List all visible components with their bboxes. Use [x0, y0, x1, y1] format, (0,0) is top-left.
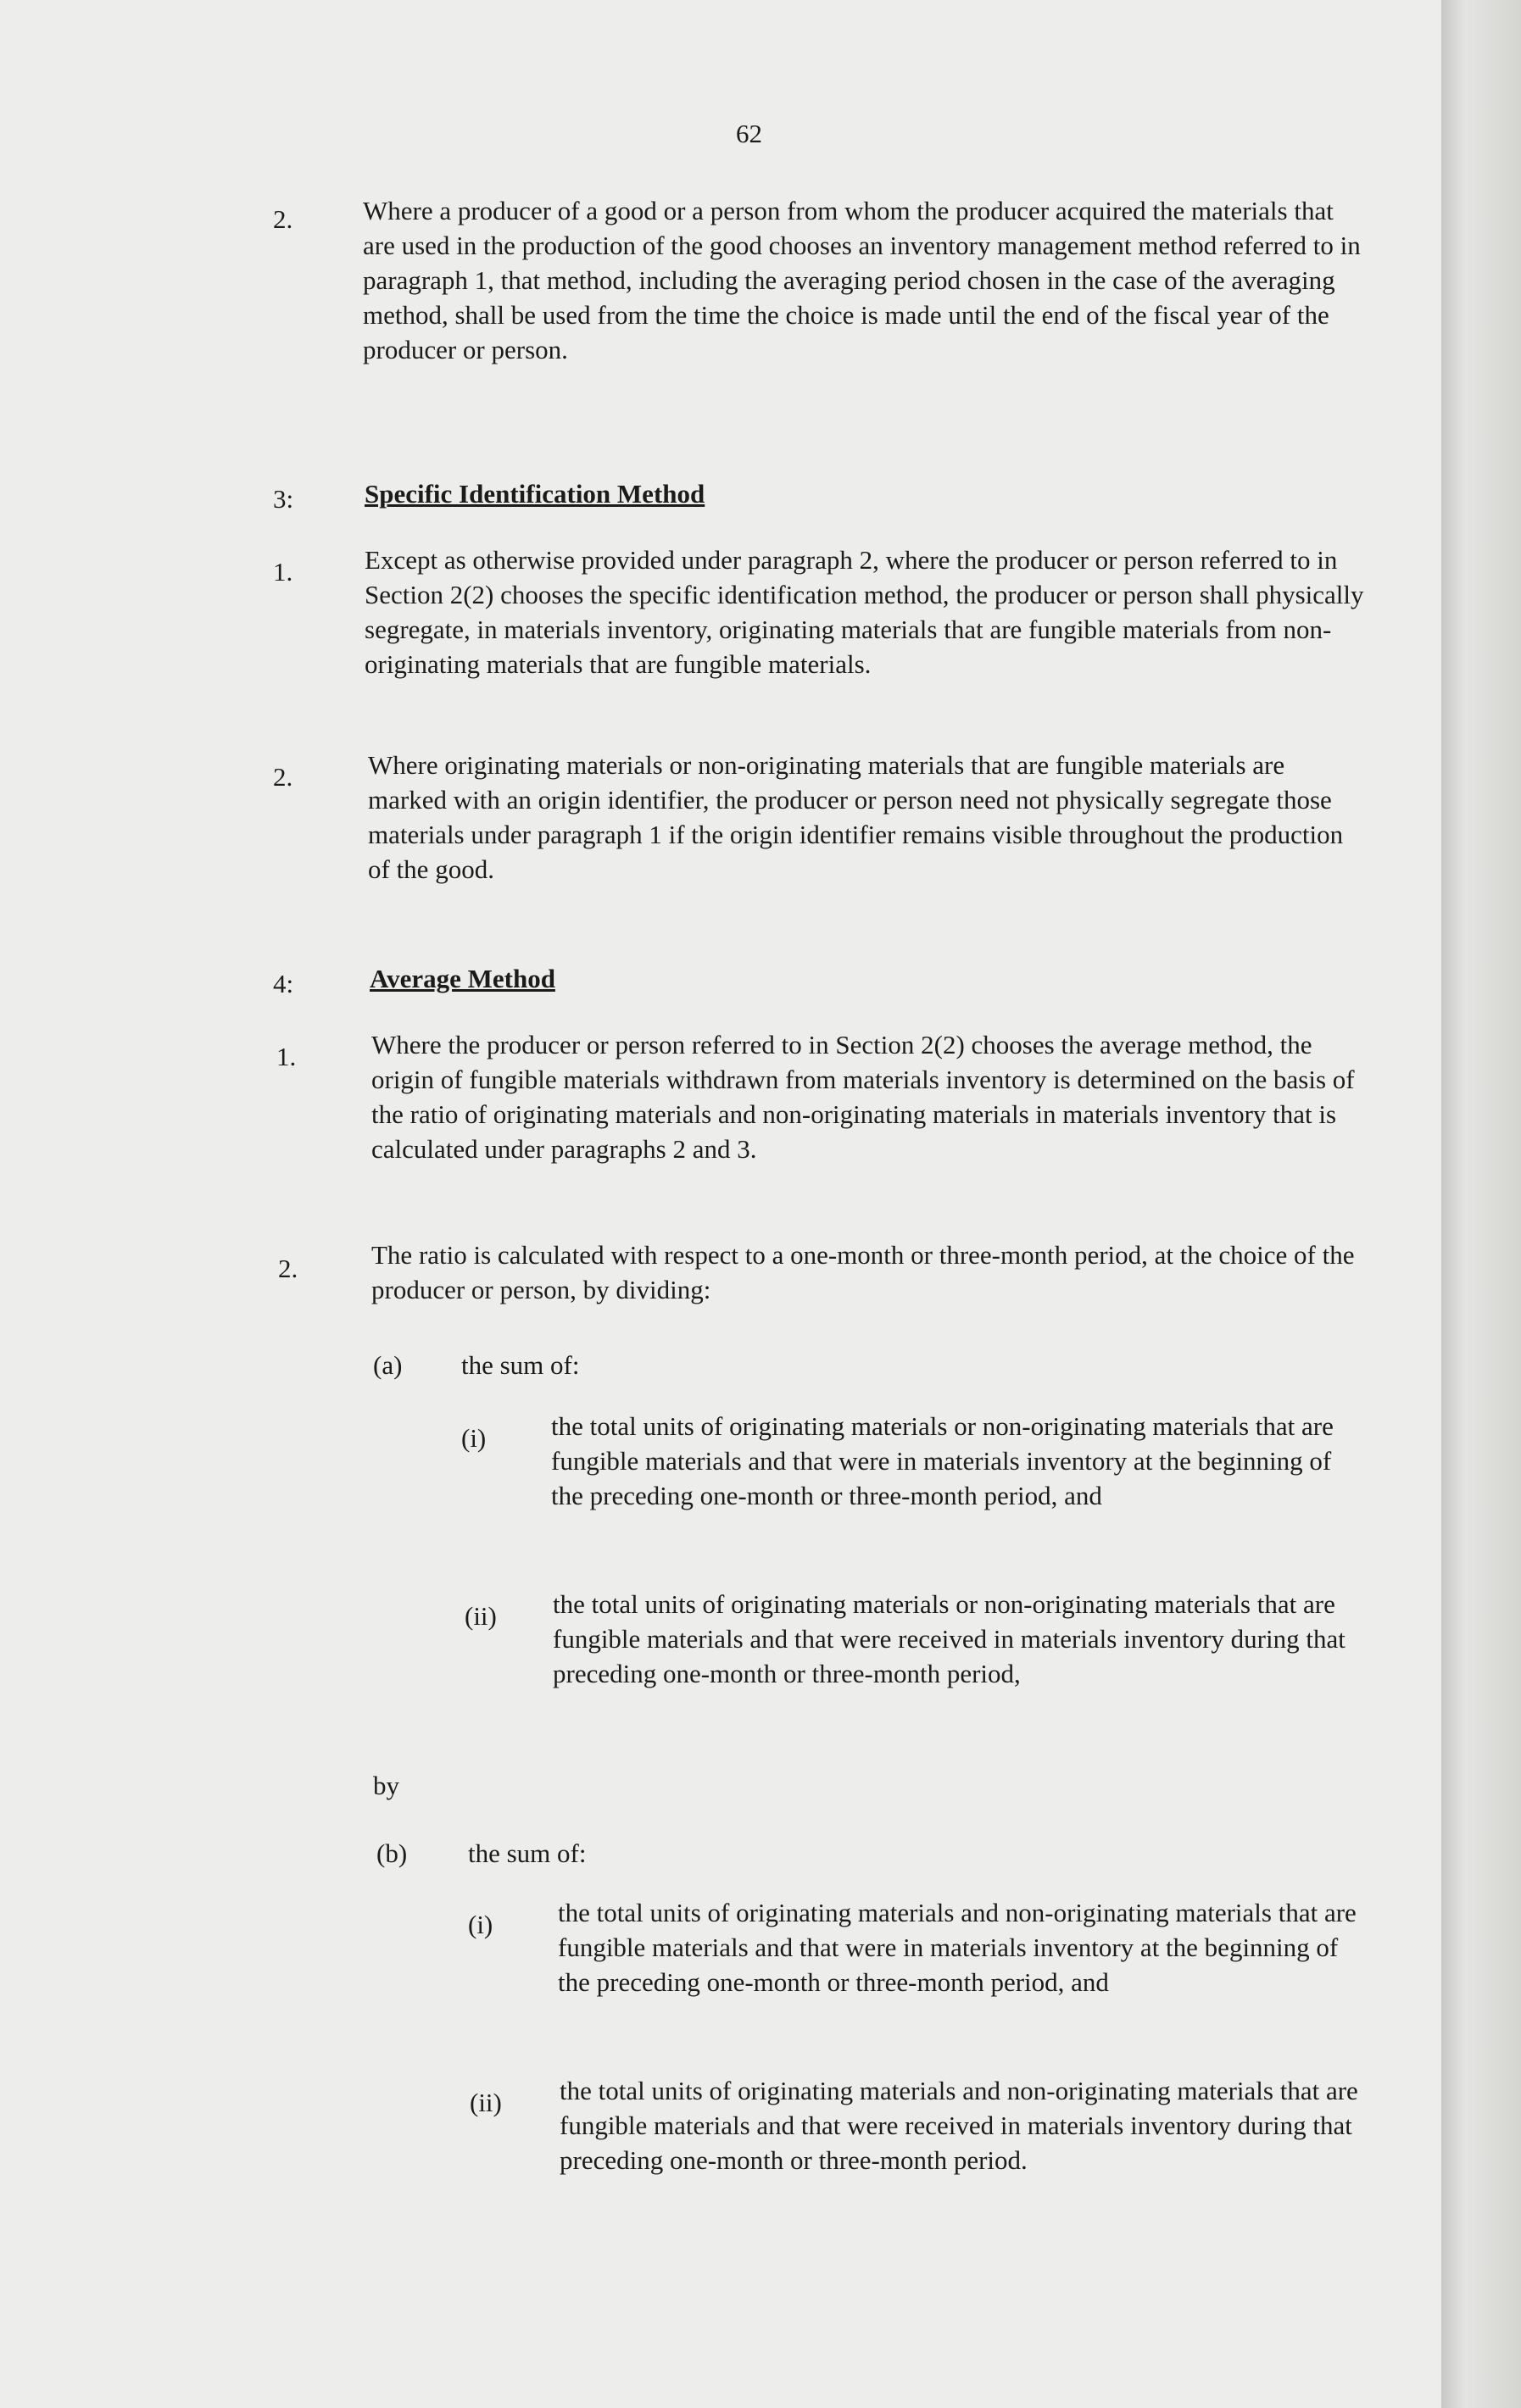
paragraph-number: 2.	[273, 204, 293, 234]
subitem-label: (i)	[468, 1910, 493, 1939]
subitem-label: (ii)	[465, 1601, 497, 1631]
paragraph-text: The ratio is calculated with respect to a one-month or three-month period, at the choice of the producer or person, by dividing:	[371, 1240, 1355, 1304]
paragraph-text: Where originating materials or non-originating materials that are fungible materials are marked with an origin identifier, the producer or person need not physically segregate those materials under paragraph 1 if the origin identifier remains visible throughout the production of the good.	[368, 750, 1344, 884]
paragraph-text: Except as otherwise provided under paragraph 2, where the producer or person referred to in Section 2(2) chooses the specific identification method, the producer or person shall physically segregate, in materials inventory, originating materials that are fungible materials from non-originating materials that are fungible materials.	[365, 545, 1364, 679]
subitem-text: the total units of originating materials or non-originating materials that are fungible materials and that were in materials inventory at the beginning of the preceding one-month or three-month period, and	[551, 1411, 1334, 1510]
subitem-text: the total units of originating materials and non-originating materials that are fungible materials and that were received in materials inventory during that preceding one-month or three-month period.	[560, 2076, 1358, 2175]
subitem-label: (i)	[461, 1423, 487, 1453]
item-label: (b)	[376, 1838, 408, 1868]
paragraph-text: Where the producer or person referred to in Section 2(2) chooses the average method, the origin of fungible materials withdrawn from materials inventory is determined on the basis of the ratio of originating materials and non-originating materials in materials inventory that is calculated under paragraphs 2 and 3.	[371, 1030, 1355, 1164]
paragraph-text: Where a producer of a good or a person from whom the producer acquired the materials that are used in the production of the good chooses an inventory management method referred to in paragraph 1, that method, including the averaging period chosen in the case of the averaging method, shall be used from the time the choice is made until the end of the fiscal year of the producer or person.	[363, 196, 1361, 364]
item-text: the sum of:	[468, 1838, 587, 1868]
subitem-label: (ii)	[470, 2088, 502, 2117]
section-number: 3:	[273, 484, 294, 514]
paragraph-number: 2.	[273, 762, 293, 792]
subitem-text: the total units of originating materials or non-originating materials that are fungible materials and that were received in materials inventory during that preceding one-month or three-month period,	[553, 1589, 1346, 1688]
paragraph-number: 1.	[276, 1042, 297, 1071]
item-text: the sum of:	[461, 1350, 580, 1380]
page-number: 62	[736, 119, 762, 148]
item-label: (a)	[373, 1350, 403, 1380]
connector-text: by	[373, 1771, 399, 1800]
section-number: 4:	[273, 969, 294, 998]
page-edge-shadow	[1441, 0, 1521, 2408]
subitem-text: the total units of originating materials and non-originating materials that are fungible materials and that were in materials inventory at the beginning of the preceding one-month or three-month period, and	[558, 1898, 1357, 1997]
paragraph-number: 2.	[278, 1254, 298, 1283]
section-heading: Specific Identification Method	[365, 479, 705, 509]
paragraph-number: 1.	[273, 557, 293, 587]
section-heading: Average Method	[370, 964, 555, 993]
